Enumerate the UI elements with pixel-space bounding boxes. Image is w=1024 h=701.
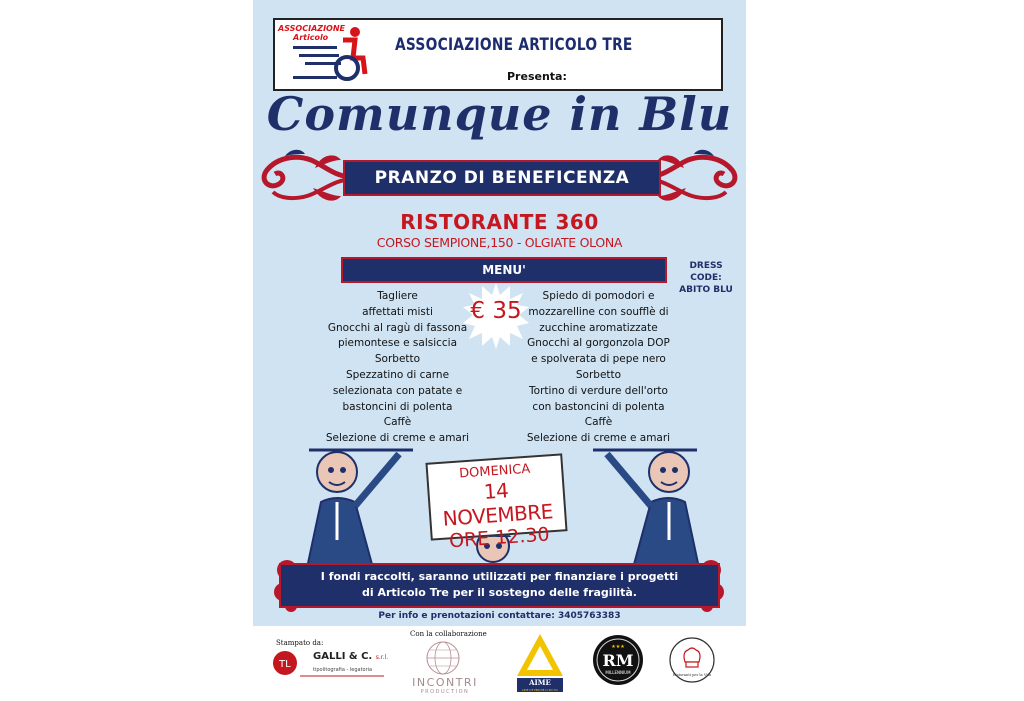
menu-item: selezionata con patate e bbox=[332, 384, 463, 397]
fondi-line2: di Articolo Tre per il sostegno delle fragilità. bbox=[362, 586, 637, 599]
collaborazione-caption: Con la collaborazione bbox=[410, 630, 487, 638]
association-name: ASSOCIAZIONE ARTICOLO TRE bbox=[395, 35, 633, 55]
ristoranti-per-la-vita-logo-icon bbox=[668, 636, 716, 684]
menu-banner: MENU' bbox=[343, 259, 665, 281]
date-time: ORE 12.30 bbox=[448, 523, 551, 553]
menu-item: affettati misti bbox=[362, 305, 433, 318]
incontri-subtitle: PRODUCTION bbox=[420, 689, 470, 695]
galli-srl: s.r.l. bbox=[375, 654, 389, 661]
menu-item: Caffè bbox=[584, 416, 613, 429]
flourish-right-icon bbox=[644, 146, 744, 208]
date-card bbox=[425, 453, 567, 553]
menu-item: Gnocchi al gorgonzola DOP bbox=[527, 337, 670, 350]
stampato-caption: Stampato da: bbox=[276, 639, 324, 647]
restaurant-address: CORSO SEMPIONE,150 - OLGIATE OLONA bbox=[376, 235, 623, 250]
aime-name: AIME bbox=[529, 678, 551, 687]
ristoranti-text: Ristoranti per la Vita bbox=[672, 673, 712, 677]
aime-tagline: AIME C'È PERCHÉ CI SEI TU! bbox=[521, 689, 559, 692]
logo-text-line1: ASSOCIAZIONE bbox=[278, 24, 346, 33]
menu-item: piemontese e salsiccia bbox=[337, 337, 458, 350]
galli-brand: GALLI & C. bbox=[313, 651, 373, 662]
event-title: Comunque in Blu bbox=[266, 87, 733, 141]
waiter-right bbox=[593, 450, 699, 568]
logo-text bbox=[278, 24, 345, 42]
fondi-line1: I fondi raccolti, saranno utilizzati per finanziare i progetti bbox=[320, 570, 679, 583]
rm-millennium-logo-icon bbox=[592, 634, 644, 686]
menu-item: Spiedo di pomodori e bbox=[542, 290, 655, 302]
incontri-globe-icon bbox=[420, 640, 466, 676]
price: € 35 bbox=[470, 298, 522, 324]
menu-right-column bbox=[511, 289, 686, 447]
dress-code-label: DRESS CODE: bbox=[689, 261, 723, 283]
svg-text:TL: TL bbox=[279, 659, 291, 670]
galli-name bbox=[313, 651, 388, 662]
date-day: 14 NOVEMBRE bbox=[441, 478, 554, 531]
menu-item: e spolverata di pepe nero bbox=[531, 353, 666, 366]
menu-item: Spezzatino di carne bbox=[345, 368, 450, 381]
dress-code-value: ABITO BLU bbox=[679, 285, 733, 295]
poster bbox=[253, 0, 746, 626]
header-box bbox=[273, 18, 723, 91]
menu-item: Selezione di creme e amari bbox=[526, 432, 671, 445]
rm-subtitle: MILLENNIUM bbox=[605, 670, 631, 675]
contact-info: Per info e prenotazioni contattare: 3405763383 bbox=[378, 611, 621, 621]
galli-subtitle: tipolitografia - legatoria bbox=[313, 667, 373, 673]
fondi-banner bbox=[281, 565, 718, 606]
date-weekday: DOMENICA bbox=[458, 461, 531, 482]
menu-item: bastoncini di polenta bbox=[342, 400, 453, 413]
menu-item: zucchine aromatizzate bbox=[539, 321, 658, 334]
restaurant-name: RISTORANTE 360 bbox=[400, 210, 599, 234]
rm-letters: RM bbox=[602, 651, 634, 670]
aime-logo-icon bbox=[515, 632, 565, 694]
logo-text-line2: Articolo bbox=[293, 33, 329, 42]
menu-item: Sorbetto bbox=[575, 368, 622, 381]
flourish-left-icon bbox=[255, 146, 355, 208]
menu-item: Selezione di creme e amari bbox=[325, 432, 470, 445]
menu-item: Tagliere bbox=[377, 290, 418, 302]
menu-item: Gnocchi al ragù di fassona bbox=[327, 321, 468, 334]
presenta-label: Presenta: bbox=[507, 70, 567, 83]
menu-item: Tortino di verdure dell'orto bbox=[529, 384, 668, 397]
menu-item: con bastoncini di polenta bbox=[532, 400, 665, 413]
menu-item: Caffè bbox=[383, 416, 412, 429]
menu-left-column bbox=[310, 289, 485, 447]
incontri-name: INCONTRI bbox=[412, 676, 478, 689]
menu-item: Sorbetto bbox=[374, 353, 421, 366]
menu-item: mozzarelline con soufflè di bbox=[528, 305, 669, 318]
pranzo-banner: PRANZO DI BENEFICENZA bbox=[345, 162, 659, 194]
svg-text:★★★: ★★★ bbox=[611, 644, 625, 650]
waiter-left bbox=[307, 450, 413, 568]
